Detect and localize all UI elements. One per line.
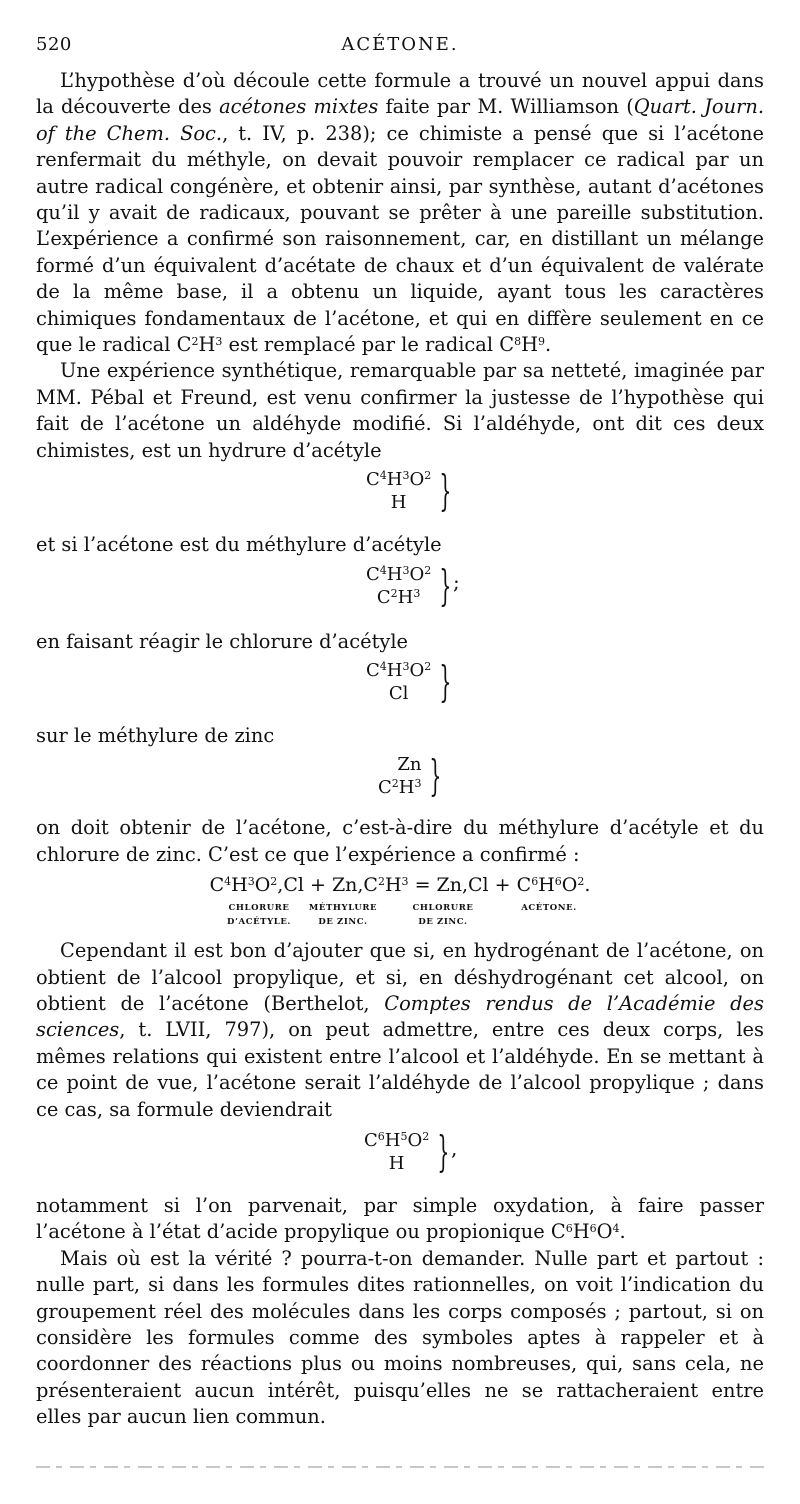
- formula-block-zinc: Zn $C^2H^3$ }: [378, 751, 442, 801]
- paragraph-williamson: L’hypothèse d’où découle cette formule a trouvé un nouvel appui dans la découverte des acétones mixtes faite par M. Williamson (Quart. Journ. of the Chem. Soc., t. IV, p. 238); ce chimiste a pensé que si l’acétone renfermait du méthyle, on devait pouvoir remplacer ce radical par un autre radical congénère, et obtenir ainsi, par synthèse, autant d’acétones qu’il y avait de radicaux, pouvant se prêter à une pareille substitution. L’expérience a confirmé son raisonnement, car, en distillant un mélange formé d’un équivalent d’acétate de chaux et d’un équivalent de valérate de la même base, il a obtenu un liquide, ayant tous les caractères chimiques fondamentaux de l’acétone, et qui en diffère seulement en ce que le radical $C^2H^3$ est remplacé par le radical $C^8H^9$.: [36, 69, 764, 357]
- paragraph-acetone-result: on doit obtenir de l’acétone, c’est-à-dire du méthylure d’acétyle et du chlorure de zinc. C’est ce que l’expérience a confirmé :: [36, 816, 764, 866]
- equation-label: CHLORURE DE ZINC.: [412, 903, 474, 928]
- journal-citation: Quart. Journ. of the Chem. Soc.: [36, 95, 764, 145]
- formula-block-methylure: $C^4H^3O^2$ $C^2H^3$ } ;: [366, 560, 460, 610]
- equation-label: MÉTHYLURE DE ZINC.: [308, 903, 378, 928]
- footer-rule: [36, 1466, 764, 1468]
- formula-block-propyl: $C^6H^5O^2$ H } ,: [364, 1126, 458, 1176]
- page-body: [36, 68, 764, 1431]
- running-title: ACÉTONE.: [341, 34, 459, 55]
- equation-label: CHLORURE D’ACÉTYLE.: [227, 903, 291, 928]
- paragraph-verite: Mais où est la vérité ? pourra-t-on demander. Nulle part et partout : nulle part, si dans les formules dites rationnelles, on voit l’indication du groupement réel des molécules dans les corps composés ; partout, si on considère les formules comme des symboles aptes à rappeler et à coordonner des réactions plus ou moins nombreuses, qui, sans cela, ne présenteraient aucun intérêt, puisqu’elles ne se rattacheraient entre elles par aucun lien commun.: [36, 1246, 764, 1429]
- page-number: 520: [36, 34, 72, 55]
- paragraph-propionique: notamment si l’on parvenait, par simple oxydation, à faire passer l’acétone à l’état d’acide propylique ou propionique $C^6H^6O^4$.: [36, 1193, 764, 1244]
- text: est remplacé par le radical: [222, 333, 500, 357]
- line-methylure: et si l’acétone est du méthylure d’acétyle: [36, 533, 442, 557]
- text: , t. IV, p. 238); ce chimiste a pensé que si l’acétone renfermait du méthyle, on devait pouvoir remplacer ce radical par un autre radical congénère, et obtenir ainsi, par synthèse, autant d’acétones qu’il y avait de radicaux, pouvant se prêter à une pareille substitution. L’expérience a confirmé son raisonnement, car, en distillant un mélange formé d’un équivalent d’acétate de chaux et d’un équivalent de valérate de la même base, il a obtenu un liquide, ayant tous les caractères chimiques fondamentaux de l’acétone, et qui en diffère seulement en ce que le radical: [36, 121, 764, 357]
- journal-citation: Comptes rendus de l’Académie des sciences: [36, 991, 764, 1042]
- formula-inline: $C^6H^6O^4$: [550, 1220, 620, 1244]
- formula-inline: $C^8H^9$: [499, 333, 545, 357]
- formula-block-chlorure: $C^4H^3O^2$ Cl }: [366, 656, 452, 706]
- equation-block: [36, 868, 764, 938]
- text: L’hypothèse d’où découle cette formule a trouvé un nouvel appui dans la découverte des: [36, 69, 764, 119]
- text: faite par M. Williamson (: [378, 95, 634, 119]
- italic-term: acétones mixtes: [219, 95, 379, 119]
- formula-block-hydrure: $C^4H^3O^2$ H }: [366, 466, 452, 516]
- paragraph-berthelot: [36, 938, 764, 1123]
- equation-label: ACÉTONE.: [521, 903, 577, 914]
- paragraph-pebal-freund: Une expérience synthétique, remarquable par sa netteté, imaginée par MM. Pébal et Freund, est venu confirmer la justesse de l’hypothèse qui fait de l’acétone un aldéhyde modifié. Si l’aldéhyde, ont dit ces deux chimistes, est un hydrure d’acétyle: [36, 359, 764, 462]
- page-header: [36, 34, 764, 60]
- chemical-equation: $C^4H^3O^2,Cl + Zn,C^2H^3 = Zn,Cl + C^6H^6O^2$.: [209, 874, 591, 897]
- text: Cependant il est bon d’ajouter que si, en hydrogénant de l’acétone, on obtient de l’alcool propylique, et si, en déshydrogénant cet alcool, on obtient de l’acétone (Berthelot,: [36, 939, 764, 1015]
- formula-inline: $C^2H^3$: [176, 333, 223, 357]
- text: , t. LVII, 797), on peut admettre, entre ces deux corps, les mêmes relations qui existent entre l’alcool et l’aldéhyde. En se mettant à ce point de vue, l’acétone serait l’aldéhyde de l’alcool propylique ; dans ce cas, sa formule deviendrait: [36, 1018, 764, 1121]
- line-chlorure: en faisant réagir le chlorure d’acétyle: [36, 629, 409, 653]
- line-zinc: sur le méthylure de zinc: [36, 723, 275, 747]
